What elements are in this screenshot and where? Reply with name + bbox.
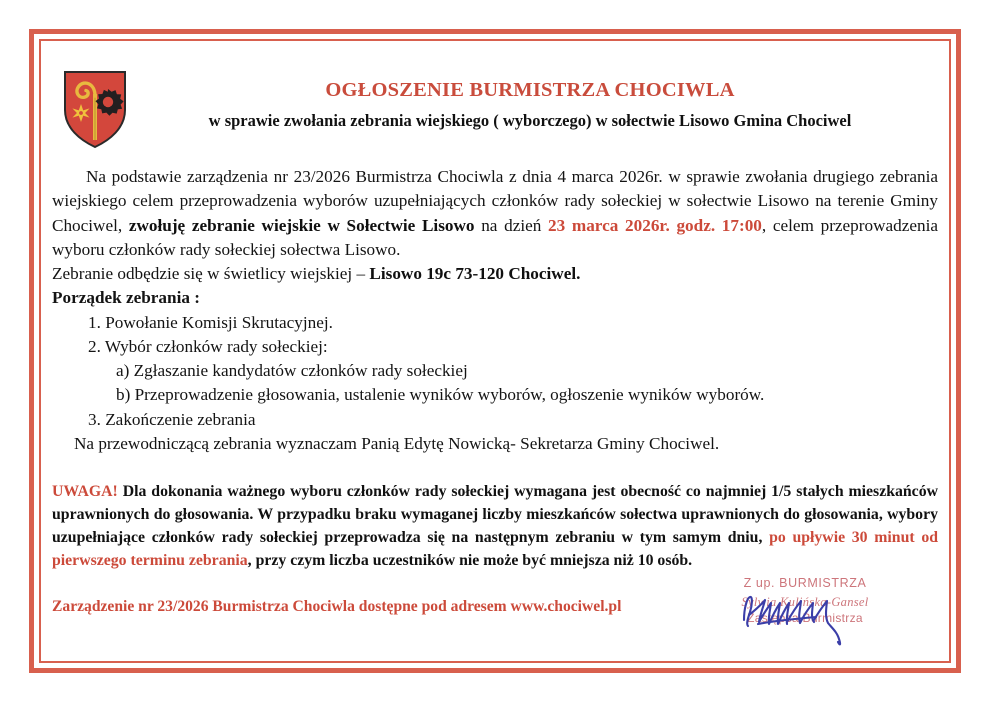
agenda-item-2: 2. Wybór członków rady sołeckiej: (88, 336, 328, 356)
main-paragraph-bold-call: zwołuję zebranie wiejskie w Sołectwie Lisowo (128, 215, 475, 235)
venue-line (52, 262, 938, 286)
footer-reference-note: Zarządzenie nr 23/2026 Burmistrza Chociwla dostępne pod adresem www.chociwel.pl (52, 598, 622, 616)
stamp-line-name: Sylwia Kulińska-Gansel (741, 594, 869, 609)
agenda-subitem-a: a) Zgłaszanie kandydatów członków rady sołeckiej (116, 361, 468, 380)
warning-highlight: po upływie 30 minut od pierwszego terminu zebrania (52, 529, 938, 570)
warning-label: UWAGA! (52, 483, 118, 500)
title-block (128, 68, 938, 131)
agenda-item-1: 1. Powołanie Komisji Skrutacyjnej. (88, 312, 333, 332)
venue-address: Lisowo 19c 73-120 Chociwel. (369, 264, 581, 283)
signature-area (690, 576, 920, 646)
coat-of-arms-icon (62, 70, 128, 150)
main-paragraph-segment-1: Na podstawie zarządzenia nr 23/2026 Burmistrza Chociwla z dnia 4 marca 2026r. w sprawie zwołania drugiego zebrania wiejskiego celem przeprowadzenia wyborów uzupełniających członków rady sołeckiej w sołectwie Lisowo na terenie Gminy Chociwel, (52, 167, 938, 235)
agenda-list (52, 311, 938, 432)
main-paragraph (52, 165, 938, 262)
agenda-item-3: 3. Zakończenie zebrania (88, 409, 256, 429)
warning-block (52, 480, 938, 572)
stamp-line-authority: Z up. BURMISTRZA (743, 576, 867, 590)
meeting-datetime: 23 marca 2026r. godz. 17:00 (548, 215, 762, 235)
document-body (52, 165, 938, 456)
stamp-line-position: Zastępca Burmistrza (747, 611, 863, 626)
page-title: OGŁOSZENIE BURMISTRZA CHOCIWLA (325, 79, 735, 101)
document-header (52, 52, 938, 150)
venue-prefix: Zebranie odbędzie się w świetlicy wiejskiej – (52, 264, 370, 283)
page-subtitle: w sprawie zwołania zebrania wiejskiego ( wyborczego) w sołectwie Lisowo Gmina Chociwel (208, 110, 852, 130)
official-stamp (690, 576, 920, 626)
announcement-document (52, 52, 938, 650)
agenda-heading: Porządek zebrania : (52, 288, 200, 308)
chairperson-line: Na przewodniczącą zebrania wyznaczam Panią Edytę Nowicką- Sekretarza Gminy Chociwel. (74, 433, 720, 453)
main-paragraph-segment-3: na dzień (474, 215, 549, 235)
warning-text-part-2: , przy czym liczba uczestników nie może być mniejsza niż 10 osób. (247, 552, 693, 570)
warning-text-part-1: Dla dokonania ważnego wyboru członków rady sołeckiej wymagana jest obecność co najmniej 1/5 stałych mieszkańców uprawnionych do głosowania. W przypadku braku wymaganej liczby mieszkańców sołectwa uprawnionych do głosowania, wybory uzupełniające członków rady sołeckiej przeprowadza się na następnym zebraniu w tym samym dniu, (52, 483, 938, 547)
main-paragraph-segment-5: , celem przeprowadzenia wyboru członków rady sołeckiej sołectwa Lisowo. (52, 215, 938, 259)
agenda-subitem-b: b) Przeprowadzenie głosowania, ustalenie wyników wyborów, ogłoszenie wyników wyborów. (116, 385, 765, 405)
